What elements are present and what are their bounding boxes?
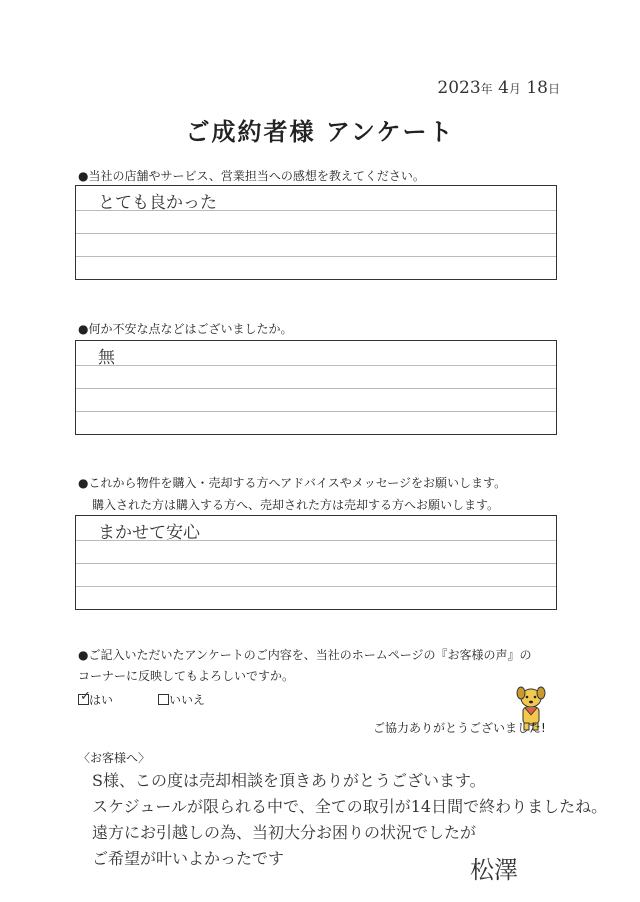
consent-no-option[interactable] xyxy=(158,691,205,708)
page-title: ご成約者様 アンケート xyxy=(185,118,455,146)
to-customer-message xyxy=(92,768,607,872)
staff-signature: 松澤 xyxy=(470,856,518,884)
question-1-label: ●当社の店舗やサービス、営業担当への感想を教えてください。 xyxy=(78,169,425,183)
to-customer-label: 〈お客様へ〉 xyxy=(78,751,151,765)
message-line: スケジュールが限られる中で、全ての取引が14日間で終わりましたね。 xyxy=(92,797,608,816)
date-day-unit: 日 xyxy=(547,82,560,96)
consent-yes-label: はい xyxy=(89,693,114,707)
question-3-sublabel: 購入された方は購入する方へ、売却された方は売却する方へお願いします。 xyxy=(92,498,500,512)
survey-date xyxy=(437,78,560,98)
checkbox-checked-icon[interactable]: ✓ xyxy=(80,689,91,704)
question-2-answer: 無 xyxy=(98,348,115,368)
consent-no-label: いいえ xyxy=(169,693,206,707)
thanks-message: ご協力ありがとうございました! xyxy=(373,721,546,735)
question-4-label: ●ご記入いただいたアンケートのご内容を、当社のホームページの『お客様の声』の xyxy=(78,648,532,662)
question-1-answer: とても良かった xyxy=(98,193,217,213)
message-line: 遠方にお引越しの為、当初大分お困りの状況でしたが xyxy=(92,823,477,842)
consent-yes-option[interactable] xyxy=(78,691,113,708)
message-line: S様、この度は売却相談を頂きありがとうございます。 xyxy=(92,771,486,790)
message-line: ご希望が叶いよかったです xyxy=(92,849,285,868)
question-3-answer: まかせて安心 xyxy=(98,523,200,543)
date-day: 18 xyxy=(526,78,548,98)
question-2-label: ●何か不安な点などはございましたか。 xyxy=(78,322,293,336)
question-4-sublabel: コーナーに反映してもよろしいですか。 xyxy=(78,669,295,683)
date-month-unit: 月 xyxy=(508,82,521,96)
question-3-label: ●これから物件を購入・売却する方へアドバイスやメッセージをお願いします。 xyxy=(78,476,507,490)
question-3-answer-box xyxy=(75,515,557,610)
question-2-answer-box xyxy=(75,340,557,435)
checkbox-empty-icon[interactable] xyxy=(158,694,169,705)
date-year: 2023 xyxy=(437,78,481,98)
date-month: 4 xyxy=(498,78,509,98)
question-1-answer-box xyxy=(75,185,557,280)
date-year-unit: 年 xyxy=(480,82,493,96)
